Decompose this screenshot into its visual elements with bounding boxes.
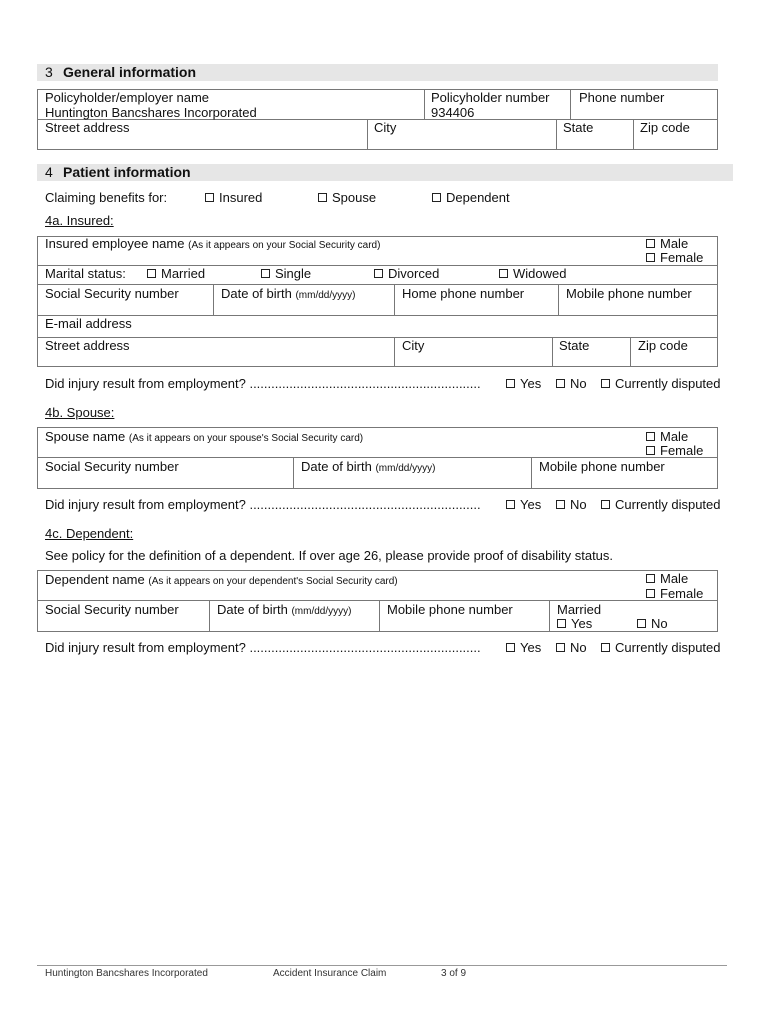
option-label: Divorced [388,266,440,281]
label-text: Date of birth [217,602,288,617]
checkbox-icon[interactable] [637,619,646,628]
option-label: Male [660,571,689,586]
option-label: Spouse [332,190,377,205]
dependent-male-option[interactable] [646,571,688,586]
marital-divorced-option[interactable] [374,266,439,281]
insured-injury-no[interactable] [556,376,587,391]
section-title: General information [63,64,197,80]
label-note: (mm/dd/yyyy) [375,463,436,474]
checkbox-icon[interactable] [646,574,655,583]
section-3-header [37,64,718,81]
option-label: No [570,640,587,655]
section-4-header [37,164,733,181]
insured-name-label [45,236,380,253]
insured-email-label: E-mail address [45,316,132,331]
checkbox-icon[interactable] [556,643,565,652]
option-label: Female [660,250,704,265]
state-label: State [563,120,594,135]
marital-label: Marital status: [45,266,126,281]
checkbox-icon[interactable] [432,193,441,202]
label-text: Insured employee name [45,236,185,251]
divider [37,457,718,458]
option-label: Married [161,266,206,281]
option-label: Currently disputed [615,640,721,655]
divider [367,119,368,150]
footer-document: Accident Insurance Claim [273,968,387,979]
checkbox-icon[interactable] [261,269,270,278]
checkbox-icon[interactable] [506,379,515,388]
option-label: Yes [571,616,593,631]
option-label: No [570,497,587,512]
insured-injury-yes[interactable] [506,376,541,391]
checkbox-icon[interactable] [646,446,655,455]
dependent-female-option[interactable] [646,586,703,601]
dependent-married-no[interactable] [637,616,668,631]
insured-mobile-label: Mobile phone number [566,286,692,301]
divider [213,284,214,315]
dependent-ssn-label: Social Security number [45,602,179,617]
checkbox-icon[interactable] [601,379,610,388]
claiming-label: Claiming benefits for: [45,190,168,205]
insured-table [37,236,718,367]
dependent-heading: 4c. Dependent: [45,526,134,541]
spouse-male-option[interactable] [646,429,688,444]
checkbox-icon[interactable] [506,500,515,509]
option-label: Single [275,266,312,281]
divider [424,89,425,119]
dependent-mobile-label: Mobile phone number [387,602,513,617]
insured-injury-question: Did injury result from employment? ................................................................ [45,376,481,391]
option-label: Currently disputed [615,376,721,391]
label-text: Dependent name [45,572,145,587]
street-label: Street address [45,120,130,135]
label-text: Spouse name [45,429,126,444]
spouse-ssn-label: Social Security number [45,459,179,474]
insured-heading: 4a. Insured: [45,213,114,228]
footer-page: 3 of 9 [441,968,467,979]
policyholder-value[interactable]: Huntington Bancshares Incorporated [45,105,257,120]
checkbox-icon[interactable] [499,269,508,278]
section-number: 3 [45,64,53,80]
label-note: (mm/dd/yyyy) [291,606,352,617]
footer-company: Huntington Bancshares Incorporated [45,968,208,979]
divider [394,284,395,315]
dependent-note: See policy for the definition of a dependent. If over age 26, please provide proof of disability status. [45,548,614,563]
option-label: Yes [520,640,542,655]
option-label: Male [660,236,689,251]
dependent-injury-no[interactable] [556,640,587,655]
divider [570,89,571,119]
option-label: No [570,376,587,391]
option-label: Insured [219,190,263,205]
spouse-injury-yes[interactable] [506,497,541,512]
option-label: Dependent [446,190,510,205]
city-label: City [374,120,397,135]
divider [37,284,718,285]
checkbox-icon[interactable] [601,643,610,652]
checkbox-icon[interactable] [646,253,655,262]
option-label: Female [660,586,704,601]
footer-rule [37,965,727,966]
insured-ssn-label: Social Security number [45,286,179,301]
label-note: (As it appears on your Social Security card) [188,240,381,251]
option-label: Yes [520,376,542,391]
divider [531,457,532,489]
insured-male-option[interactable] [646,236,688,251]
label-text: Date of birth [221,286,292,301]
divider [630,337,631,367]
insured-state-label: State [559,338,590,353]
option-label: No [651,616,668,631]
option-label: Female [660,443,704,458]
option-label: Male [660,429,689,444]
checkbox-icon[interactable] [556,500,565,509]
insured-dob-label [221,286,355,303]
section-number: 4 [45,164,53,180]
policy-number-value[interactable]: 934406 [431,105,475,120]
policy-number-label: Policyholder number [431,90,550,105]
dependent-married-label: Married [557,602,602,617]
divider [549,600,550,632]
checkbox-icon[interactable] [557,619,566,628]
checkbox-icon[interactable] [506,643,515,652]
spouse-female-option[interactable] [646,443,703,458]
phone-label: Phone number [579,90,665,105]
checkbox-icon[interactable] [318,193,327,202]
label-note: (As it appears on your spouse's Social Security card) [128,433,364,444]
insured-female-option[interactable] [646,250,703,265]
dependent-injury-yes[interactable] [506,640,541,655]
checkbox-icon[interactable] [205,193,214,202]
label-note: (mm/dd/yyyy) [295,290,356,301]
divider [556,119,557,150]
divider [552,337,553,367]
checkbox-icon[interactable] [646,239,655,248]
claim-spouse-option[interactable] [318,190,376,205]
divider [633,119,634,150]
dependent-name-label [45,572,398,589]
checkbox-icon[interactable] [601,500,610,509]
dependent-injury-question: Did injury result from employment? ................................................................ [45,640,481,655]
spouse-heading: 4b. Spouse: [45,405,115,420]
checkbox-icon[interactable] [374,269,383,278]
zip-label: Zip code [640,120,690,135]
insured-home-phone-label: Home phone number [402,286,525,301]
divider [209,600,210,632]
insured-street-label: Street address [45,338,130,353]
spouse-injury-no[interactable] [556,497,587,512]
claim-dependent-option[interactable] [432,190,510,205]
spouse-dob-label [301,459,435,476]
marital-widowed-option[interactable] [499,266,566,281]
policyholder-label: Policyholder/employer name [45,90,210,105]
divider [558,284,559,315]
option-label: Currently disputed [615,497,721,512]
divider [37,337,718,338]
spouse-injury-question: Did injury result from employment? ................................................................ [45,497,481,512]
spouse-injury-disputed[interactable] [601,497,721,512]
checkbox-icon[interactable] [646,432,655,441]
divider [379,600,380,632]
divider [37,600,718,601]
checkbox-icon[interactable] [646,589,655,598]
checkbox-icon[interactable] [147,269,156,278]
spouse-name-label [45,429,363,446]
option-label: Yes [520,497,542,512]
dependent-married-yes[interactable] [557,616,592,631]
marital-single-option[interactable] [261,266,311,281]
insured-injury-disputed[interactable] [601,376,721,391]
dependent-dob-label [217,602,351,619]
checkbox-icon[interactable] [556,379,565,388]
option-label: Widowed [513,266,567,281]
dependent-injury-disputed[interactable] [601,640,721,655]
divider [293,457,294,489]
marital-married-option[interactable] [147,266,205,281]
section-title: Patient information [63,164,191,180]
divider [394,337,395,367]
claim-insured-option[interactable] [205,190,262,205]
label-text: Date of birth [301,459,372,474]
spouse-mobile-label: Mobile phone number [539,459,665,474]
label-note: (As it appears on your dependent's Social Security card) [148,576,398,587]
insured-city-label: City [402,338,425,353]
insured-zip-label: Zip code [638,338,688,353]
divider [37,315,718,316]
